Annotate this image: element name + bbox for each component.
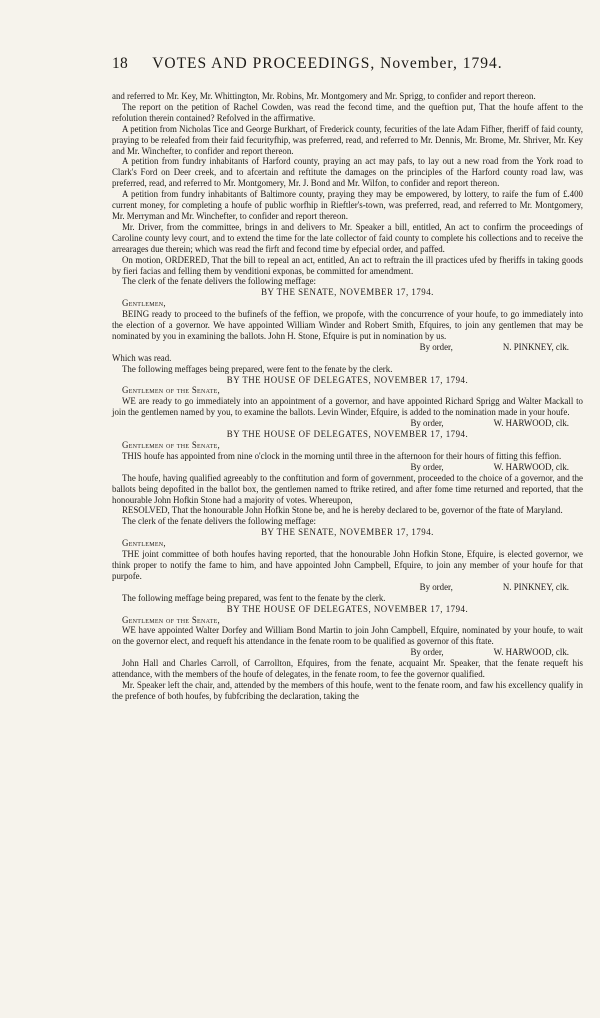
paragraph: The report on the petition of Rachel Cowden, was read the fecond time, and the queftion put, That the houfe affent to the refolution therein contained? Refolved in the affirmative. <box>112 101 583 123</box>
clerk-signature: N. PINKNEY, clk. <box>502 581 569 592</box>
paragraph: On motion, ORDERED, That the bill to repeal an act, entitled, An act to reftrain the ill practices ufed by fheriffs in taking goods by fieri facias and felling them by venditioni exponas, be committed for amendment. <box>112 254 583 276</box>
paragraph: BEING ready to proceed to the bufinefs of the feffion, we propofe, with the concurrence of your houfe, to go immediately into the election of a governor. We have appointed William Winder and Robert Smith, Efquires, to join any gentlemen that may be nominated by you in examining the ballots. John H. Stone, Efquire is put in nomination by us. <box>112 309 583 341</box>
paragraph: A petition from fundry inhabitants of Baltimore county, praying they may be empowered, by lottery, to raife the fum of £.400 current money, for completing a houfe of public worfhip in Rieftler's-town, was preferred, read, and referred to Mr. Montgomery, Mr. Merryman and Mr. Winchefter, to confider and report thereon. <box>112 189 583 221</box>
signature-line <box>112 582 583 593</box>
clerk-signature: N. PINKNEY, clk. <box>502 341 569 352</box>
signature-line <box>112 647 583 658</box>
paragraph: The clerk of the fenate delivers the following meffage: <box>122 516 317 527</box>
signature-line <box>112 462 583 473</box>
by-order: By order, <box>410 647 444 658</box>
by-order: By order, <box>410 461 444 472</box>
paragraph: The following meffages being prepared, were fent to the fenate by the clerk. <box>122 363 393 374</box>
paragraph: RESOLVED, That the honourable John Hofkin Stone be, and he is hereby declared to be, governor of the ftate of Maryland. <box>122 505 563 516</box>
salutation: Gentlemen, <box>122 298 166 309</box>
page-header <box>112 55 582 79</box>
by-order: By order, <box>419 581 453 592</box>
salutation: Gentlemen of the Senate, <box>122 440 221 450</box>
paragraph: A petition from Nicholas Tice and George Burkhart, of Frederick county, fecurities of the late Adam Fifher, fheriff of faid county, praying to be releafed from their faid fecurityfhip, was preferred, read, and referred to Mr. Dennis, Mr. Brome, Mr. Shriver, Mr. Key and Mr. Winchefter, to confider and report thereon. <box>112 123 583 156</box>
paragraph: Mr. Driver, from the committee, brings in and delivers to Mr. Speaker a bill, entitled, An act to confirm the proceedings of Caroline county levy court, and to extend the time for the late collector of faid county to complete his collections and to receive the arrearages due therein; which was read the firft and fecond time by efpecial order, and paffed. <box>112 221 583 254</box>
message-heading: BY THE HOUSE OF DELEGATES, NOVEMBER 17, 1794. <box>226 374 469 385</box>
by-order: By order, <box>419 341 453 352</box>
clerk-signature: W. HARWOOD, clk. <box>493 647 569 658</box>
paragraph: WE are ready to go immediately into an appointment of a governor, and have appointed Richard Sprigg and Walter Mackall to join the gentlemen named by you, to examine the ballots. Levin Winder, Efquire, is added to the nomination made in your houfe. <box>112 396 583 418</box>
by-order: By order, <box>410 418 444 429</box>
running-title: VOTES AND PROCEEDINGS, November, 1794. <box>152 55 503 72</box>
message-heading: BY THE HOUSE OF DELEGATES, NOVEMBER 17, 1794. <box>226 603 469 614</box>
message-heading: BY THE HOUSE OF DELEGATES, NOVEMBER 17, 1794. <box>226 429 469 440</box>
salutation: Gentlemen of the Senate, <box>122 385 221 396</box>
salutation: Gentlemen of the Senate, <box>122 614 221 625</box>
clerk-signature: W. HARWOOD, clk. <box>493 418 569 429</box>
paragraph: The following meffage being prepared, was fent to the fenate by the clerk. <box>122 592 386 603</box>
message-heading: BY THE SENATE, NOVEMBER 17, 1794. <box>261 527 434 538</box>
paragraph: THE joint committee of both houfes having reported, that the honourable John Hofkin Stone, Efquire, is elected governor, we think proper to notify the fame to him, and have appointed John Campbell, Efquire, to join any member of your houfe for that purpofe. <box>112 549 583 581</box>
signature-line <box>112 418 583 429</box>
paragraph: WE have appointed Walter Dorfey and William Bond Martin to join John Campbell, Efquire, nominated by your houfe, to wait on the governor elect, and requeft his attendance in the fenate room to be qualified as governor of this ftate. <box>112 625 583 647</box>
paragraph: The clerk of the fenate delivers the following meffage: <box>122 276 317 287</box>
signature-line <box>112 342 583 353</box>
paragraph: and referred to Mr. Key, Mr. Whittington, Mr. Robins, Mr. Montgomery and Mr. Sprigg, to confider and report thereon. <box>112 91 536 101</box>
page-number: 18 <box>112 55 129 72</box>
paragraph: Which was read. <box>112 352 172 363</box>
body-text <box>112 91 583 702</box>
clerk-signature: W. HARWOOD, clk. <box>493 461 569 472</box>
paragraph: John Hall and Charles Carroll, of Carrollton, Efquires, from the fenate, acquaint Mr. Speaker, that the fenate requeft his attendance, with the members of the houfe of delegates, in the fenate room, to fee the governor qualified. <box>112 658 583 680</box>
paragraph: The houfe, having qualified agreeably to the conftitution and form of government, proceeded to the choice of a governor, and the ballots being depofited in the ballot box, the gentlemen named to ftrike retired, and after fome time returned and reported, that the honourable John Hofkin Stone had a majority of votes. Whereupon, <box>112 472 583 505</box>
paragraph: THIS houfe has appointed from nine o'clock in the morning until three in the afternoon for their hours of fitting this feffion. <box>122 450 562 461</box>
message-heading: BY THE SENATE, NOVEMBER 17, 1794. <box>261 287 434 298</box>
salutation: Gentlemen, <box>122 538 166 549</box>
paragraph: A petition from fundry inhabitants of Harford county, praying an act may pafs, to lay out a new road from the York road to Clark's Ford on Deer creek, and to afcertain and reftitute the damages on the principles of the Harford county road law, was preferred, read, and referred to Mr. Montgomery, Mr. J. Bond and Mr. Wilfon, to confider and report thereon. <box>112 156 583 189</box>
paragraph: Mr. Speaker left the chair, and, attended by the members of this houfe, went to the fenate room, and faw his excellency qualify in the prefence of both houfes, by fubfcribing the declaration, taking the <box>112 679 583 701</box>
